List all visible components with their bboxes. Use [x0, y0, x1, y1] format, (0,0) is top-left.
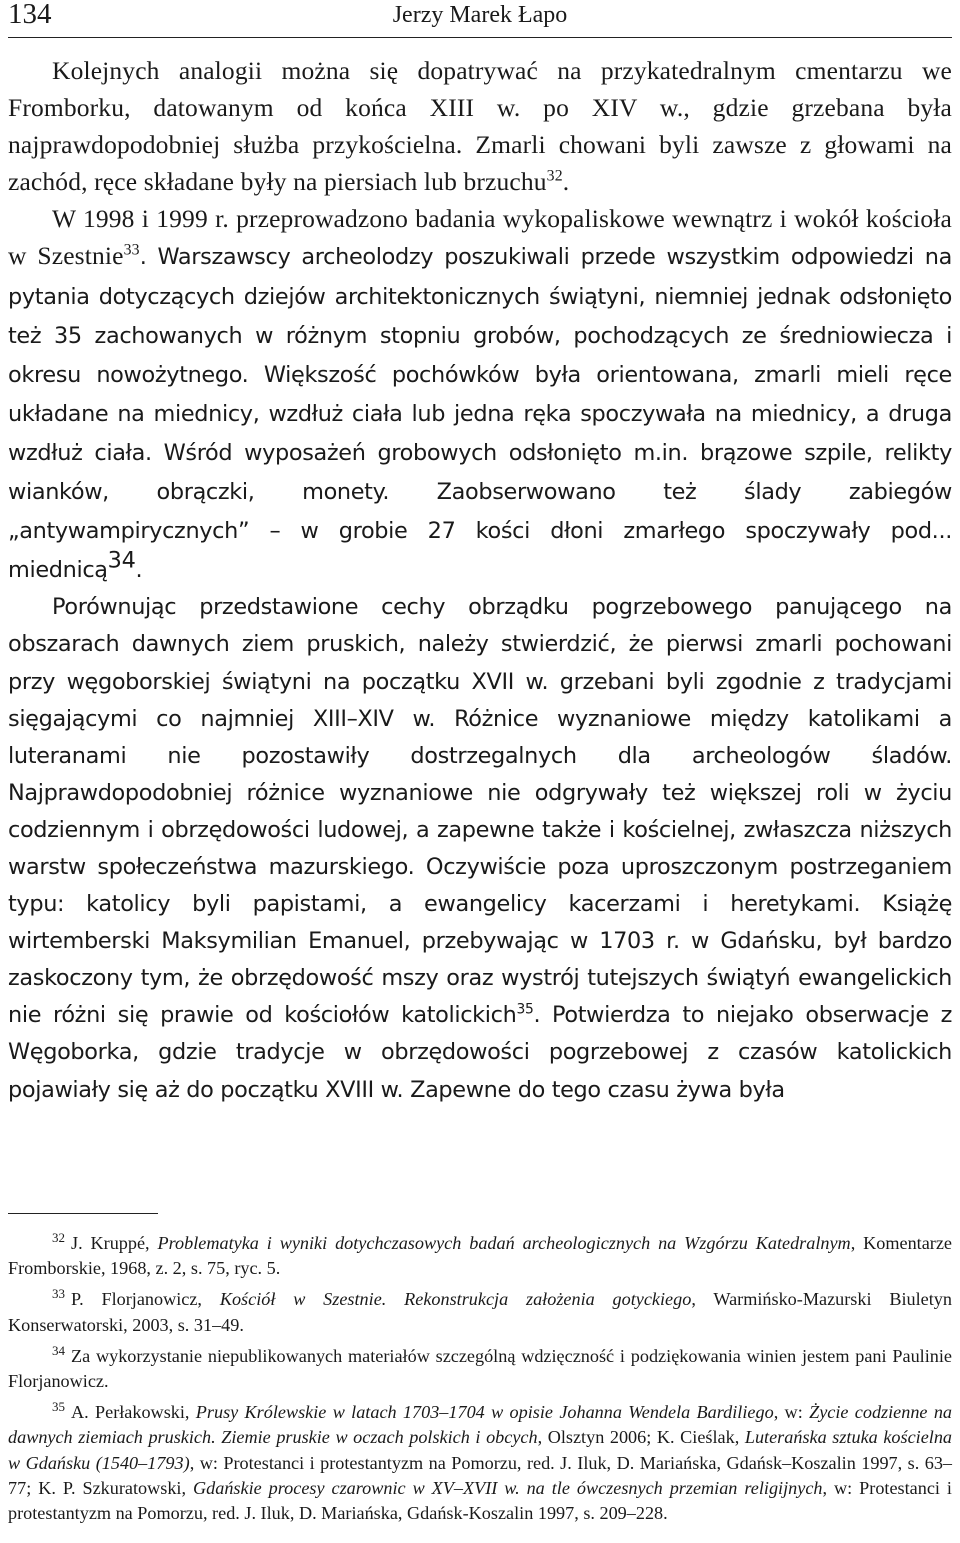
footnote-number: 35	[52, 1399, 65, 1415]
footnote-text: , w: Protestanci i protestantyzm na Pomorzu, red. J. Iluk, D. Mariańska, Gdańsk-Koszalin 1997, s. 209–228.	[8, 1477, 952, 1524]
footnotes	[8, 1231, 952, 1532]
footnote-title: Prusy Królewskie w latach 1703–1704 w opisie Johanna Wendela Bardiliego	[195, 1402, 774, 1423]
paragraph-2-text-b: . Warszawscy archeolodzy poszukiwali przede wszystkim odpowiedzi na pytania dotyczących dziejów architektonicznych świątyni, niemniej jednak odsłonięto też 35 zachowanych w różnym stopniu grobów, pochodzących ze średniowiecza i okresu nowożytnego. Większość pochówków była orientowana, zmarli mieli ręce układane na miednicy, wzdłuż ciała lub jedna ręka spoczywała na miednicy, a druga wzdłuż ciała. Wśród wyposażeń grobowych odsłonięto m.in. brązowe szpile, relikty wianków, obrączki, monety. Zaobserwowano też ślady zabiegów „antywampirycznych” – w grobie 27 kości dłoni zmarłego spoczywały pod... miednicą	[8, 244, 952, 584]
paragraph-1-text: Kolejnych analogii można się dopatrywać na przykatedralnym cmentarzu we Fromborku, datowanym od końca XIII w. po XIV w., gdzie grzebana była najprawdopodobniej służba przykościelna. Zmarli chowani byli zawsze z głowami na zachód, ręce składane były na piersiach lub brzuchu	[8, 56, 952, 197]
footnote-number: 33	[52, 1286, 65, 1302]
footnote-text: , Warmińsko-Mazurski Biuletyn Konserwatorski, 2003, s. 31–49.	[8, 1289, 952, 1335]
footnote-number: 32	[52, 1229, 65, 1245]
footnote-title: Luterańska sztuka kościelna w Gdańsku (1540–1793)	[8, 1427, 953, 1473]
footnote-ref-34[interactable]: 34	[107, 547, 136, 574]
paragraph-1	[8, 52, 952, 200]
paragraph-3-text-a: Porównując przedstawione cechy obrządku pogrzebowego panującego na obszarach dawnych ziem pruskich, należy stwierdzić, że pierwsi zmarli pochowani przy węgoborskiej świątyni na początku XVII w. grzebani byli zgodnie z tradycjami sięgającymi co najmniej XIII–XIV w. Różnice wyznaniowe między katolikami a luteranami nie pozostawiły dostrzegalnych dla archeologów śladów. Najprawdopodobniej różnice wyznaniowe nie odgrywały też większej roli w życiu codziennym i obrzędowości ludowej, a zapewne także i kościelnej, zwłaszcza niższych warstw społeczeństwa mazurskiego. Oczywiście poza uproszczonym postrzeganiem typu: katolicy byli papistami, a ewangelicy kacerzami i heretykami. Książę wirtemberski Maksymilian Emanuel, przebywając w 1703 r. w Gdańsku, był bardzo zaskoczony tym, że obrzędowość mszy oraz wystrój tutejszych świątyń ewangelickich nie różni się prawie od kościołów katolickich	[8, 594, 952, 1029]
footnote-number: 34	[52, 1342, 65, 1358]
main-text	[8, 52, 952, 1109]
footnote-text: , w:	[773, 1402, 810, 1423]
footnote-text: Za wykorzystanie niepublikowanych materiałów szczególną wdzięczność i podziękowania winien jestem pani Paulinie Florjanowicz.	[8, 1345, 952, 1392]
paragraph-2	[8, 200, 952, 589]
paragraph-1-tail: .	[562, 167, 570, 197]
footnote-ref-35[interactable]: 35	[516, 1001, 534, 1018]
footnote-text: P. Florjanowicz,	[71, 1289, 220, 1310]
footnote-text: A. Perłakowski,	[71, 1402, 196, 1423]
footnote-title: Problematyka i wyniki dotychczasowych badań archeologicznych na Wzgórzu Katedralnym	[157, 1233, 851, 1253]
footnote-text: , w: Protestanci i protestantyzm na Pomorzu, red. J. Iluk, D. Mariańska, Gdańsk–Koszalin 1997, s. 63–77; K. P. Szkuratowski,	[8, 1452, 953, 1498]
footnote-text: J. Kruppé,	[71, 1233, 158, 1253]
footnote-text: , Komentarze Fromborskie, 1968, z. 2, s. 75, ryc. 5.	[8, 1233, 952, 1279]
footnote-title: Kościół w Szestnie. Rekonstrukcja założenia gotyckiego	[219, 1289, 692, 1310]
paragraph-2-tail: .	[135, 557, 143, 584]
footnote-ref-32[interactable]: 32	[546, 167, 563, 185]
footnote-32	[8, 1231, 952, 1281]
footnote-text: , Olsztyn 2006; K. Cieślak,	[537, 1427, 745, 1448]
footnote-title: Gdańskie procesy czarownic w XV–XVII w. na tle ówczesnych przemian religijnych	[193, 1477, 823, 1498]
footnote-33	[8, 1287, 952, 1337]
paragraph-3-text-b: . Potwierdza to niejako obserwacje z Węgoborka, gdzie tradycje w obrzędowości pogrzebowej z czasów katolickich pojawiały się aż do początku XVIII w. Zapewne do tego czasu żywa była	[8, 1002, 952, 1103]
running-head: Jerzy Marek Łapo	[392, 2, 568, 28]
header-rule	[8, 37, 952, 38]
paragraph-2-text-a: W 1998 i 1999 r. przeprowadzono badania wykopaliskowe wewnątrz i wokół kościoła w Szestnie	[8, 204, 952, 271]
footnote-ref-33[interactable]: 33	[123, 241, 140, 259]
footnote-rule	[8, 1213, 158, 1214]
footnote-35	[8, 1400, 952, 1526]
paragraph-3	[8, 589, 952, 1108]
page-header	[8, 0, 952, 36]
footnote-title: Życie codzienne na dawnych ziemiach pruskich. Ziemie pruskie w oczach polskich i obcych	[8, 1402, 953, 1448]
footnote-34	[8, 1344, 952, 1394]
page-number: 134	[8, 0, 52, 30]
